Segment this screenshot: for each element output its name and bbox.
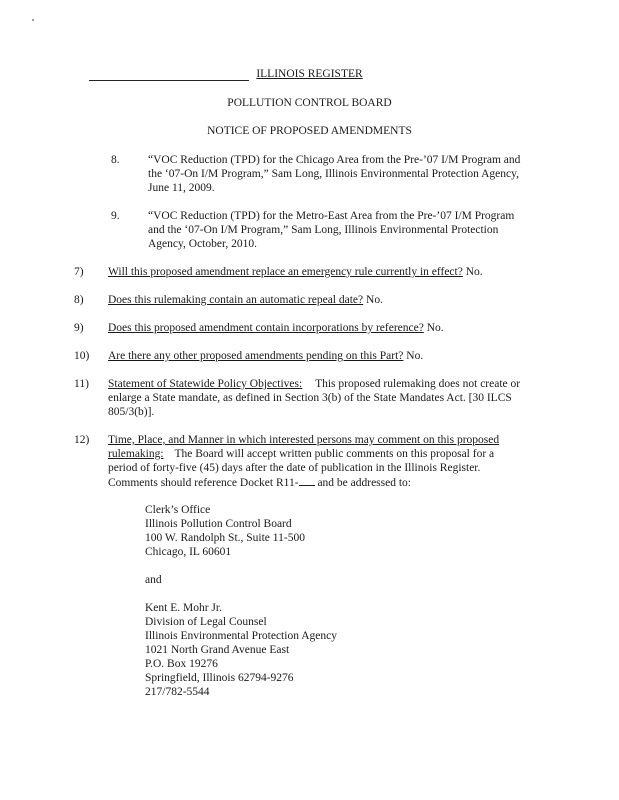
board-title: POLLUTION CONTROL BOARD bbox=[227, 97, 392, 109]
question-line bbox=[108, 265, 483, 279]
question-line bbox=[108, 321, 444, 335]
address-line: P.O. Box 19276 bbox=[145, 658, 218, 670]
header-rule bbox=[89, 80, 249, 81]
conjunction: and bbox=[145, 574, 162, 586]
address-line: Clerk’s Office bbox=[145, 504, 211, 516]
address-line: Illinois Environmental Protection Agency bbox=[145, 630, 337, 642]
register-title bbox=[0, 68, 619, 80]
reference-line: Agency, October, 2010. bbox=[148, 238, 257, 250]
notice-title: NOTICE OF PROPOSED AMENDMENTS bbox=[207, 125, 412, 137]
address-line: Division of Legal Counsel bbox=[145, 616, 267, 628]
item11-line: enlarge a State mandate, as defined in Section 3(b) of the State Mandates Act. [30 ILCS bbox=[108, 392, 512, 404]
question-line bbox=[108, 293, 383, 307]
question-text: Does this proposed amendment contain incorporations by reference? bbox=[108, 322, 424, 334]
reference-line: the ‘07-On I/M Program,” Sam Long, Illinois Environmental Protection Agency, bbox=[148, 168, 520, 180]
address-line: Chicago, IL 60601 bbox=[145, 546, 232, 558]
answer-text: No. bbox=[366, 294, 383, 306]
item-number: 8) bbox=[74, 294, 84, 306]
answer-text: No. bbox=[426, 322, 444, 334]
question-text: Will this proposed amendment replace an emergency rule currently in effect? bbox=[108, 266, 463, 278]
item12-line bbox=[108, 447, 494, 461]
item12-line bbox=[108, 475, 411, 490]
item12-heading-end: rulemaking: bbox=[108, 448, 164, 460]
scan-speck bbox=[32, 19, 34, 21]
docket-blank bbox=[299, 475, 315, 486]
address-line: Kent E. Mohr Jr. bbox=[145, 602, 222, 614]
address-line: 100 W. Randolph St., Suite 11-500 bbox=[145, 532, 305, 544]
question-line bbox=[108, 349, 423, 363]
item12-text: Comments should reference Docket R11- bbox=[108, 477, 299, 489]
item11-heading: Statement of Statewide Policy Objectives: bbox=[108, 378, 303, 390]
item-number: 9) bbox=[74, 322, 84, 334]
item-number: 12) bbox=[74, 434, 90, 446]
item12-line: period of forty-five (45) days after the date of publication in the Illinois Register. bbox=[108, 462, 481, 474]
reference-line: “VOC Reduction (TPD) for the Metro-East Area from the Pre-’07 I/M Program bbox=[148, 210, 515, 222]
address-line: 1021 North Grand Avenue East bbox=[145, 644, 290, 656]
register-title-text: ILLINOIS REGISTER bbox=[256, 68, 363, 80]
item-number: 11) bbox=[74, 378, 89, 390]
reference-number: 8. bbox=[111, 154, 120, 166]
item-number: 10) bbox=[74, 350, 90, 362]
answer-text: No. bbox=[465, 266, 483, 278]
item11-text: This proposed rulemaking does not create or bbox=[315, 378, 521, 390]
reference-line: “VOC Reduction (TPD) for the Chicago Area from the Pre-’07 I/M Program and bbox=[148, 154, 521, 166]
question-text: Are there any other proposed amendments pending on this Part? bbox=[108, 350, 404, 362]
question-text: Does this rulemaking contain an automatic repeal date? bbox=[108, 294, 364, 306]
item12-text: The Board will accept written public comments on this proposal for a bbox=[174, 448, 495, 460]
item12-heading: Time, Place, and Manner in which interested persons may comment on this proposed bbox=[108, 434, 500, 446]
item-number: 7) bbox=[74, 266, 84, 278]
item12-text: and be addressed to: bbox=[317, 477, 412, 489]
item11-line: 805/3(b)]. bbox=[108, 406, 155, 418]
item11-line bbox=[108, 377, 520, 391]
address-line: Illinois Pollution Control Board bbox=[145, 518, 292, 530]
reference-line: and the ‘07-On I/M Program,” Sam Long, Illinois Environmental Protection bbox=[148, 224, 499, 236]
address-line: Springfield, Illinois 62794-9276 bbox=[145, 672, 294, 684]
reference-number: 9. bbox=[111, 210, 120, 222]
address-line: 217/782-5544 bbox=[145, 686, 210, 698]
reference-line: June 11, 2009. bbox=[148, 182, 215, 194]
answer-text: No. bbox=[406, 350, 424, 362]
